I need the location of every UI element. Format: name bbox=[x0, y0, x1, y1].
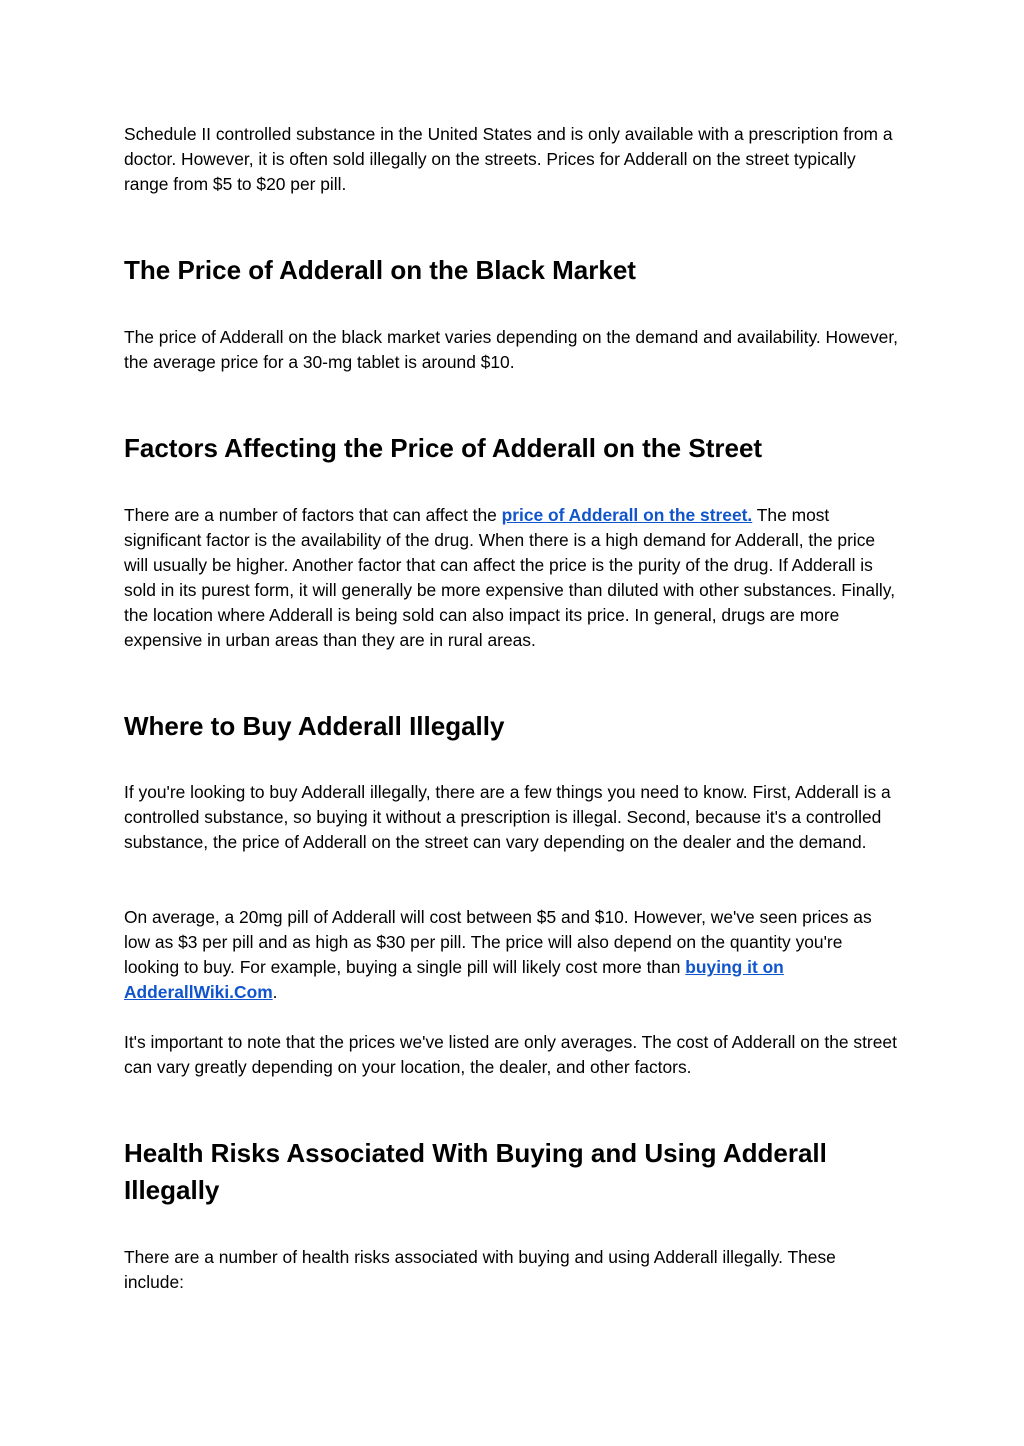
heading-factors: Factors Affecting the Price of Adderall on the Street bbox=[124, 433, 763, 463]
factors-paragraph bbox=[124, 503, 900, 653]
black-market-paragraph: The price of Adderall on the black market varies depending on the demand and availability. However, the average price for a 30-mg tablet is around $10. bbox=[124, 327, 899, 372]
where-text-after-link: . bbox=[272, 982, 278, 1002]
heading-health-risks: Health Risks Associated With Buying and Using Adderall Illegally bbox=[124, 1138, 827, 1205]
heading-where-to-buy: Where to Buy Adderall Illegally bbox=[124, 711, 505, 741]
adderallwiki-link[interactable]: buying it on AdderallWiki.Com bbox=[124, 957, 784, 1002]
factors-text-before-link: There are a number of factors that can affect the bbox=[124, 505, 502, 525]
where-text-before-link: On average, a 20mg pill of Adderall will cost between $5 and $10. However, we've seen prices as low as $3 per pill and as high as $30 per pill. The price will also depend on the quantity you're looking to buy. For example, buying a single pill will likely cost more than bbox=[124, 907, 872, 977]
price-street-link[interactable]: price of Adderall on the street. bbox=[501, 505, 753, 525]
where-paragraph-3: It's important to note that the prices we've listed are only averages. The cost of Adderall on the street can vary greatly depending on your location, the dealer, and other factors. bbox=[124, 1032, 897, 1077]
where-paragraph-2 bbox=[124, 905, 900, 1005]
factors-text-after-link: The most significant factor is the availability of the drug. When there is a high demand for Adderall, the price will usually be higher. Another factor that can affect the price is the purity of the drug. If Adderall is sold in its purest form, it will generally be more expensive than diluted with other substances. Finally, the location where Adderall is being sold can also impact its price. In general, drugs are more expensive in urban areas than they are in rural areas. bbox=[124, 505, 896, 650]
where-paragraph-1: If you're looking to buy Adderall illegally, there are a few things you need to know. First, Adderall is a controlled substance, so buying it without a prescription is illegal. Second, because it's a controlled substance, the price of Adderall on the street can vary depending on the dealer and the demand. bbox=[124, 782, 891, 852]
health-paragraph: There are a number of health risks associated with buying and using Adderall illegally. These include: bbox=[124, 1247, 836, 1292]
heading-black-market: The Price of Adderall on the Black Market bbox=[124, 255, 636, 285]
intro-paragraph: Schedule II controlled substance in the United States and is only available with a prescription from a doctor. However, it is often sold illegally on the streets. Prices for Adderall on the street typically range from $5 to $20 per pill. bbox=[124, 124, 893, 194]
